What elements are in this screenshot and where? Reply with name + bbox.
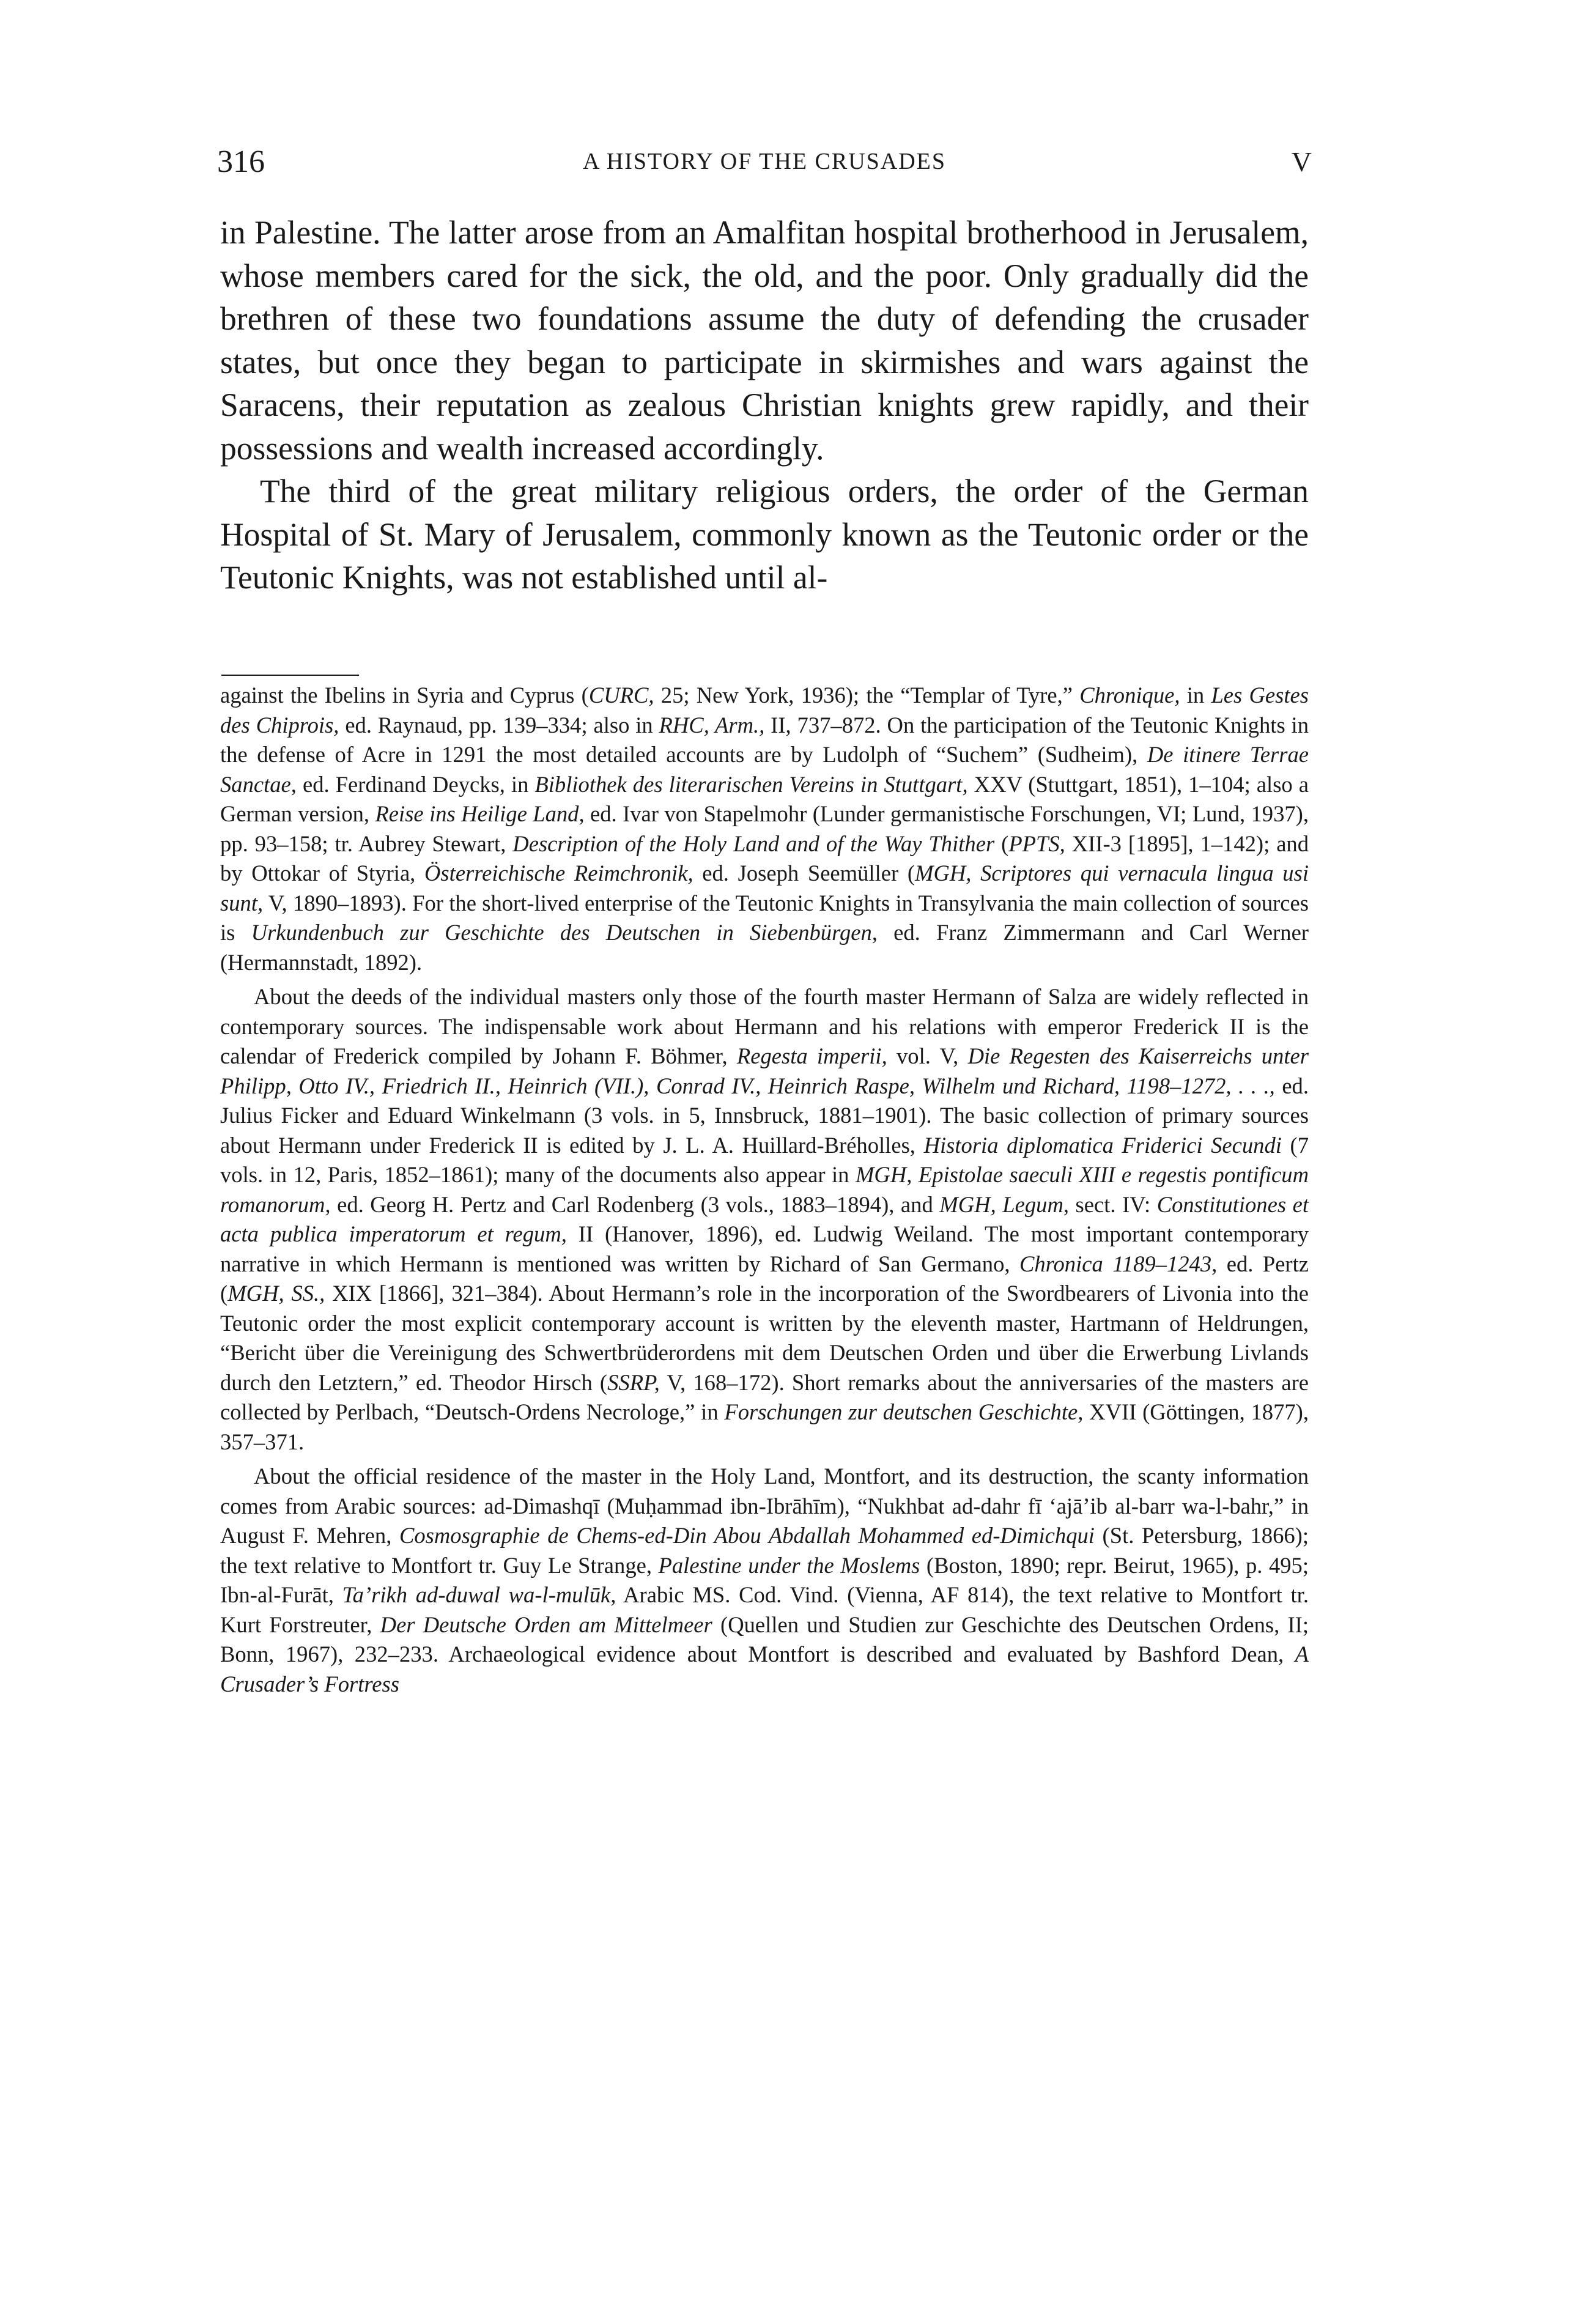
italic-citation: Die Regesten des Kaiserreichs unter Philipp, Otto IV., Friedrich II., Heinrich (VII.), Conrad IV., Heinrich Raspe, Wilhelm und Richard, 1198–1272, . . ., <box>220 1043 1309 1098</box>
footnote-text-run: against the Ibelins in Syria and Cyprus ( <box>220 683 589 708</box>
italic-citation: Chronique, <box>1079 683 1180 708</box>
footnote-text-run: ed. Raynaud, pp. 139–334; also in <box>339 712 659 738</box>
italic-citation: Chronica 1189–1243, <box>1019 1251 1218 1276</box>
italic-citation: Bibliothek des literarischen Vereins in Stuttgart, <box>534 771 968 797</box>
footnote-text-run: ed. Georg H. Pertz and Carl Rodenberg (3 vols., 1883–1894), and <box>330 1191 940 1217</box>
footnote-text-run: Arabic MS. Cod. Vind. (Vienna, AF 814), the text relative to Montfort tr. Kurt Forstreuter, <box>220 1582 1309 1637</box>
footnote-text-run: XII-3 [1895], 1–142); and by Ottokar of Styria, <box>220 831 1309 886</box>
footnote-text-run: V, 1890–1893). For the short-lived enterprise of the Teutonic Knights in Transylvania the main collection of sources is <box>220 890 1309 945</box>
italic-citation: MGH, SS., <box>227 1281 325 1306</box>
main-text <box>220 211 1309 599</box>
footnote-text-run: About the deeds of the individual masters only those of the fourth master Hermann of Salza are widely reflected in contemporary sources. The indispensable work about Hermann and his relations with emperor Frederick II is the calendar of Frederick compiled by Johann F. Böhmer, <box>220 984 1309 1068</box>
footnote-text-run: vol. V, <box>887 1043 968 1068</box>
footnote-text-run: (Quellen und Studien zur Geschichte des Deutschen Ordens, II; Bonn, 1967), 232–233. Archaeological evidence about Montfort is described and evaluated by Bashford Dean, <box>220 1612 1309 1667</box>
body-paragraph-2: The third of the great military religious orders, the order of the German Hospital of St. Mary of Jerusalem, commonly known as the Teutonic order or the Teutonic Knights, was not established until al- <box>220 473 1309 596</box>
italic-citation: Description of the Holy Land and of the Way Thither <box>512 831 995 856</box>
footnotes <box>220 681 1309 1704</box>
footnote-text-run: About the official residence of the master in the Holy Land, Montfort, and its destruction, the scanty information comes from Arabic sources: ad-Dimashqī (Muḥammad ibn-Ibrāhīm), “Nukhbat ad-dahr fī ‘ajā’ib al-barr wa-l-bahr,” in August F. Mehren, <box>220 1464 1309 1548</box>
footnote-text-run: XVII (Göttingen, 1877), 357–371. <box>220 1399 1309 1454</box>
footnote-text-run: V, 168–172). Short remarks about the anniversaries of the masters are collected by Perlbach, “Deutsch-Ordens Necrologe,” in <box>220 1369 1309 1424</box>
italic-citation: Urkundenbuch zur Geschichte des Deutschen in Siebenbürgen, <box>251 920 878 945</box>
footnote-text-run: (Boston, 1890; repr. Beirut, 1965), p. 495; Ibn-al-Furāt, <box>220 1552 1309 1607</box>
italic-citation: Historia diplomatica Friderici Secundi <box>923 1132 1282 1158</box>
italic-citation: Cosmosgraphie de Chems-ed-Din Abou Abdallah Mohammed ed-Dimichqui <box>399 1523 1095 1548</box>
footnote-text-run: sect. IV: <box>1069 1191 1157 1217</box>
running-head <box>217 141 1312 183</box>
italic-citation: Les Gestes des Chiprois, <box>220 683 1309 738</box>
page-number: 316 <box>217 144 265 179</box>
italic-citation: Reise ins Heilige Land, <box>375 801 585 826</box>
italic-citation: MGH, Scriptores qui vernacula lingua usi sunt, <box>220 860 1309 916</box>
footnote-text-run: (7 vols. in 12, Paris, 1852–1861); many of the documents also appear in <box>220 1132 1309 1187</box>
italic-citation: De itinere Terrae Sanctae, <box>220 742 1309 797</box>
italic-citation: SSRP, <box>607 1369 660 1395</box>
footnote-text-run: ed. Julius Ficker and Eduard Winkelmann (3 vols. in 5, Innsbruck, 1881–1901). The basic collection of primary sources about Hermann under Frederick II is edited by J. L. A. Huillard-Bréholles, <box>220 1073 1309 1158</box>
italic-citation: A Crusader’s Fortress <box>220 1641 1309 1697</box>
italic-citation: Regesta imperii, <box>736 1043 887 1068</box>
italic-citation: MGH, Epistolae saeculi XIII e regestis pontificum romanorum, <box>220 1162 1309 1217</box>
footnote-paragraph-2 <box>220 982 1309 1457</box>
footnote-text-run: II, 737–872. On the participation of the Teutonic Knights in the defense of Acre in 1291 the most detailed accounts are by Ludolph of “Suchem” (Sudheim), <box>220 712 1309 767</box>
footnote-paragraph-3 <box>220 1462 1309 1699</box>
footnote-text-run: ed. Joseph Seemüller ( <box>693 860 915 886</box>
running-title: A HISTORY OF THE CRUSADES <box>582 149 947 174</box>
body-paragraph-1: in Palestine. The latter arose from an Amalfitan hospital brotherhood in Jerusalem, whose members cared for the sick, the old, and the poor. Only gradually did the brethren of these two foundations assume the duty of defending the crusader states, but once they began to participate in skirmishes and wars against the Saracens, their reputation as zealous Christian knights grew rapidly, and their possessions and wealth increased accordingly. <box>220 214 1309 467</box>
footnote-text-run: (St. Petersburg, 1866); the text relative to Montfort tr. Guy Le Strange, <box>220 1523 1309 1578</box>
italic-citation: PPTS, <box>1008 831 1065 856</box>
italic-citation: Ta’rikh ad-duwal wa-l-mulūk, <box>342 1582 616 1607</box>
footnote-text-run: ed. Ivar von Stapelmohr (Lunder germanistische Forschungen, VI; Lund, 1937), pp. 93–158; tr. Aubrey Stewart, <box>220 801 1309 856</box>
footnote-text-run: ed. Pertz ( <box>220 1251 1309 1306</box>
italic-citation: Forschungen zur deutschen Geschichte, <box>724 1399 1084 1424</box>
italic-citation: Österreichische Reimchronik, <box>424 860 693 886</box>
footnote-text-run: ed. Ferdinand Deycks, in <box>296 771 535 797</box>
italic-citation: Constitutiones et acta publica imperatorum et regum, <box>220 1191 1309 1246</box>
italic-citation: Palestine under the Moslems <box>658 1552 920 1578</box>
footnote-text-run: II (Hanover, 1896), ed. Ludwig Weiland. The most important contemporary narrative in which Hermann is mentioned was written by Richard of San Germano, <box>220 1221 1309 1276</box>
footnote-rule <box>221 675 359 676</box>
footnote-text-run: XXV (Stuttgart, 1851), 1–104; also a German version, <box>220 771 1309 826</box>
italic-citation: RHC, Arm., <box>659 712 765 738</box>
footnote-paragraph-1 <box>220 681 1309 977</box>
footnote-text-run: ed. Franz Zimmermann and Carl Werner (Hermannstadt, 1892). <box>220 920 1309 975</box>
footnote-text-run: 25; New York, 1936); the “Templar of Tyre,” <box>654 683 1080 708</box>
footnote-text-run: in <box>1180 683 1211 708</box>
italic-citation: CURC, <box>588 683 654 708</box>
italic-citation: MGH, Legum, <box>939 1191 1070 1217</box>
part-numeral: V <box>1291 146 1312 177</box>
footnote-text-run: ( <box>994 831 1009 856</box>
italic-citation: Der Deutsche Orden am Mittelmeer <box>380 1612 712 1637</box>
footnote-text-run: XIX [1866], 321–384). About Hermann’s role in the incorporation of the Swordbearers of Livonia into the Teutonic order the most explicit contemporary account is written by the eleventh master, Hartmann of Heldrungen, “Bericht über die Vereinigung des Schwertbrüderordens mit dem Deutschen Orden und über die Erwerbung Livlands durch den Letztern,” ed. Theodor Hirsch ( <box>220 1281 1309 1395</box>
